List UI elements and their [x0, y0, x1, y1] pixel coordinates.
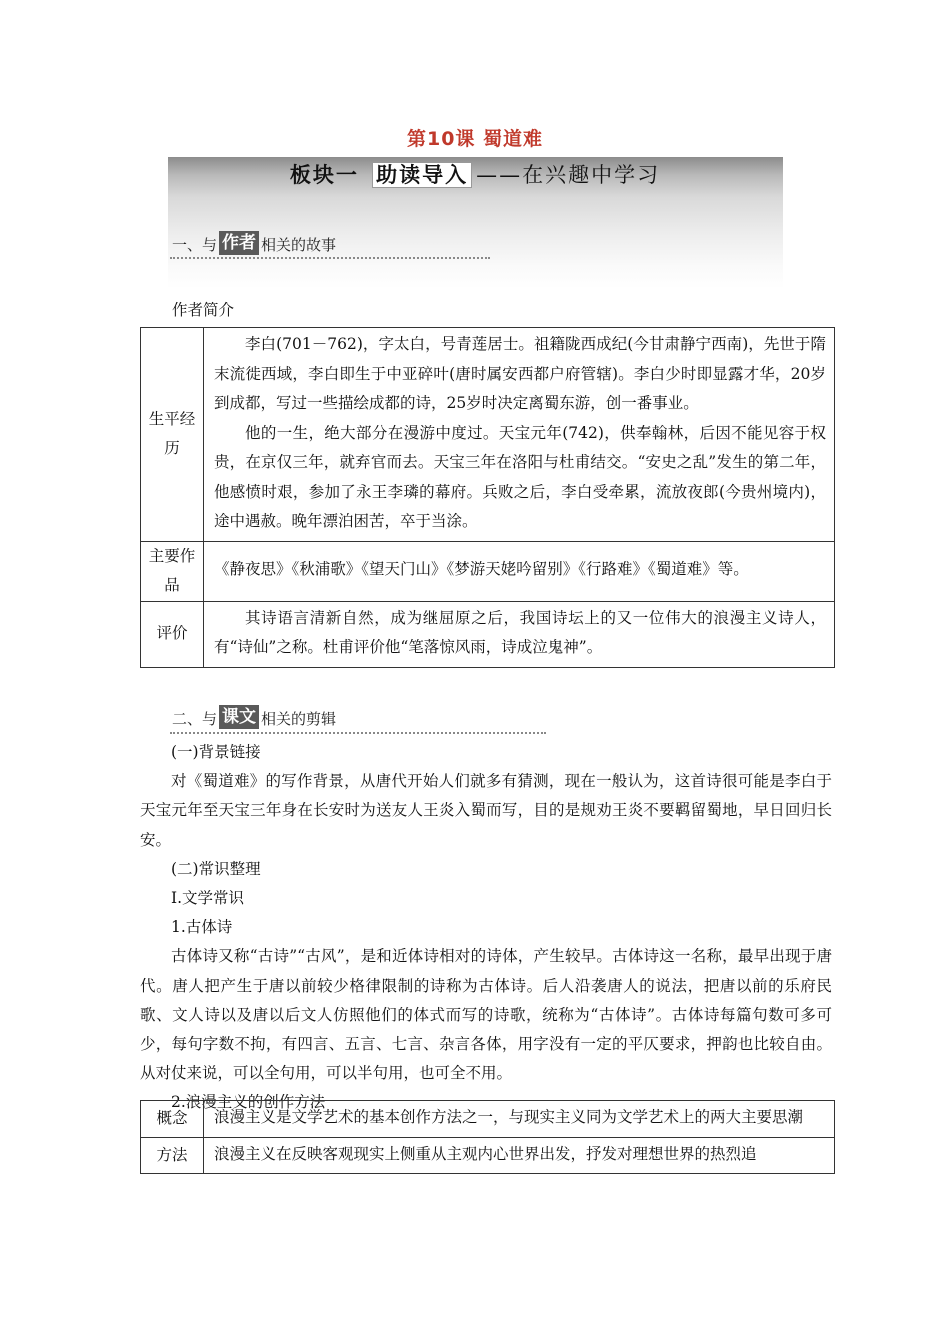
author-info-table: [140, 327, 835, 668]
dotted-divider: [170, 732, 546, 734]
banner-suffix: ——在兴趣中学习: [476, 163, 661, 187]
row-content: 浪漫主义是文学艺术的基本创作方法之一，与现实主义同为文学艺术上的两大主要思潮: [204, 1101, 835, 1138]
review-content: 其诗语言清新自然，成为继屈原之后，我国诗坛上的又一位伟大的浪漫主义诗人，有“诗仙”之称。杜甫评价他“笔落惊风雨，诗成泣鬼神”。: [204, 601, 835, 667]
author-intro-label: 作者简介: [172, 301, 235, 319]
row-label: 评价: [141, 601, 204, 667]
works-content: 《静夜思》《秋浦歌》《望天门山》《梦游天姥吟留别》《行路难》《蜀道难》等。: [204, 541, 835, 601]
section-heading-author: 一、与 作者 相关的故事: [172, 233, 337, 254]
lesson-title: 第10课 蜀道难: [406, 128, 544, 150]
table-row: [141, 541, 835, 601]
section-tag: 课文: [219, 705, 259, 729]
literature-heading: Ⅰ.文学常识: [171, 889, 245, 908]
table-row: [141, 328, 835, 542]
row-label: 方法: [141, 1137, 204, 1174]
row-content: [204, 328, 835, 542]
life-paragraph: 李白(701－762)，字太白，号青莲居士。祖籍陇西成纪(今甘肃静宁西南)，先世于隋末流徙西域，李白即生于中亚碎叶(唐时属安西都户府管辖)。李白少时即显露才华，20岁到成都，写过一些描绘成都的诗，25岁时决定离蜀东游，创一番事业。: [214, 335, 826, 412]
row-content: 浪漫主义在反映客观现实上侧重从主观内心世界出发，抒发对理想世界的热烈追: [204, 1137, 835, 1174]
romanticism-heading: 2.浪漫主义的创作方法: [171, 1093, 326, 1112]
banner-prefix: 板块一: [289, 163, 359, 187]
ancient-poem-heading: 1.古体诗: [171, 918, 233, 937]
knowledge-heading: (二)常识整理: [171, 859, 261, 878]
table-row: [141, 1101, 835, 1138]
table-row: [141, 601, 835, 667]
main-text: [140, 738, 832, 1118]
section-heading-text: 二、与 课文 相关的剪辑: [172, 707, 337, 728]
row-label: 生平经历: [141, 328, 204, 542]
banner-title: [0, 159, 950, 189]
row-label: 主要作品: [141, 541, 204, 601]
banner-highlight: 助读导入: [372, 162, 472, 188]
dotted-divider: [170, 257, 490, 259]
background-heading: (一)背景链接: [171, 743, 261, 761]
row-label: 概念: [141, 1101, 204, 1138]
ancient-poem-text: 古体诗又称“古诗”“古风”，是和近体诗相对的诗体，产生较早。古体诗这一名称，最早出现于唐代。唐人把产生于唐以前较少格律限制的诗称为古体诗。后人沿袭唐人的说法，把唐以前的乐府民歌、文人诗以及唐以后文人仿照他们的体式而写的诗歌，统称为“古体诗”。古体诗每篇句数可多可少，每句字数不拘，有四言、五言、七言、杂言各体，用字没有一定的平仄要求，押韵也比较自由。从对仗来说，可以全句用，可以半句用，也可全不用。: [140, 947, 832, 1083]
table-row: [141, 1137, 835, 1174]
section-tag: 作者: [219, 231, 259, 255]
romanticism-table: [140, 1100, 835, 1174]
background-text: 对《蜀道难》的写作背景，从唐代开始人们就多有猜测，现在一般认为，这首诗很可能是李白于天宝元年至天宝三年身在长安时为送友人王炎入蜀而写，目的是规劝王炎不要羁留蜀地，早日回归长安。: [140, 772, 832, 849]
life-paragraph: 他的一生，绝大部分在漫游中度过。天宝元年(742)，供奉翰林，后因不能见容于权贵，在京仅三年，就弃官而去。天宝三年在洛阳与杜甫结交。“安史之乱”发生的第二年，他感愤时艰，参加了永王李璘的幕府。兵败之后，李白受牵累，流放夜郎(今贵州境内)，途中遇赦。晚年漂泊困苦，卒于当涂。: [214, 423, 826, 530]
